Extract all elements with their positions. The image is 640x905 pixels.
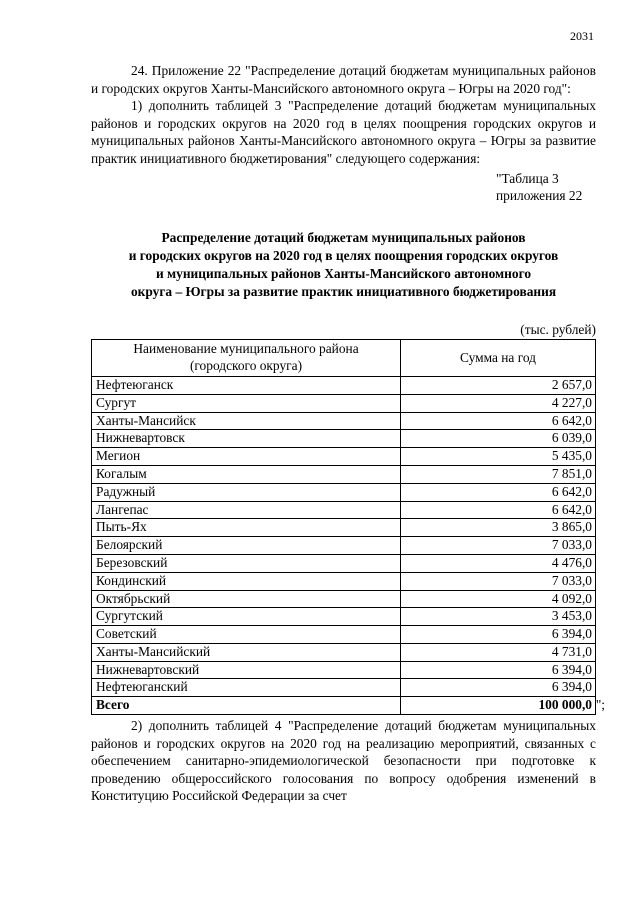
units-label: (тыс. рублей) — [520, 321, 596, 337]
row-name: Ханты-Мансийск — [92, 412, 401, 430]
row-sum: 4 476,0 — [401, 554, 596, 572]
table-title-line4: округа – Югры за развитие практик инициативного бюджетирования — [130, 283, 557, 299]
total-label: Всего — [92, 697, 401, 715]
row-sum: 7 851,0 — [401, 465, 596, 483]
document-body — [91, 62, 605, 805]
table-row — [92, 679, 596, 697]
row-name: Нижневартовский — [92, 661, 401, 679]
row-sum: 7 033,0 — [401, 572, 596, 590]
row-sum: 6 394,0 — [401, 661, 596, 679]
row-name: Лангепас — [92, 501, 401, 519]
item-24-paragraph: 24. Приложение 22 "Распределение дотаций бюджетам муниципальных районов и городских округов Ханты-Мансийского автономного округа – Югры на 2020 год": — [91, 63, 596, 96]
row-sum: 6 394,0 — [401, 679, 596, 697]
row-sum: 4 092,0 — [401, 590, 596, 608]
table-row — [92, 430, 596, 448]
row-name: Белоярский — [92, 537, 401, 555]
table-row — [92, 483, 596, 501]
row-name: Октябрьский — [92, 590, 401, 608]
table-row — [92, 537, 596, 555]
header-name-line1: Наименование муниципального района — [133, 341, 359, 357]
row-sum: 6 642,0 — [401, 483, 596, 501]
row-sum: 3 453,0 — [401, 608, 596, 626]
table-row — [92, 394, 596, 412]
row-name: Когалым — [92, 465, 401, 483]
table-row — [92, 590, 596, 608]
table-reference-line2: приложения 22 — [496, 188, 583, 204]
page-number: 2031 — [570, 29, 594, 43]
row-name: Ханты-Мансийский — [92, 643, 401, 661]
subitem-1-paragraph: 1) дополнить таблицей 3 "Распределение дотаций бюджетам муниципальных районов и городских округов на 2020 год в целях поощрения городских округов и муниципальных районов Ханты-Мансийского автономного округа – Югры за развитие практик инициативного бюджетирования" следующего содержания: — [91, 98, 596, 166]
row-name: Сургутский — [92, 608, 401, 626]
row-name: Кондинский — [92, 572, 401, 590]
table-row — [92, 376, 596, 394]
table-title — [91, 229, 596, 301]
table-title-line2: и городских округов на 2020 год в целях поощрения городских округов — [128, 247, 559, 263]
header-name-line2: (городского округа) — [189, 358, 303, 374]
table-row — [92, 501, 596, 519]
table-body — [92, 376, 605, 714]
table-header-row — [92, 340, 596, 377]
row-name: Пыть-Ях — [92, 519, 401, 537]
table-row — [92, 572, 596, 590]
table-row — [92, 412, 596, 430]
row-name: Нижневартовск — [92, 430, 401, 448]
table-row — [92, 448, 596, 466]
row-sum: 2 657,0 — [401, 376, 596, 394]
table-row — [92, 626, 596, 644]
closing-quote-mark: "; — [595, 697, 605, 713]
allocation-table — [91, 339, 605, 715]
header-name-cell — [92, 340, 401, 377]
row-sum: 4 731,0 — [401, 643, 596, 661]
header-sum-cell: Сумма на год — [401, 340, 596, 377]
table-row — [92, 554, 596, 572]
table-row — [92, 608, 596, 626]
table-title-line3: и муниципальных районов Ханты-Мансийского автономного — [155, 265, 532, 281]
table-row — [92, 643, 596, 661]
row-name: Мегион — [92, 448, 401, 466]
row-name: Советский — [92, 626, 401, 644]
table-reference-line1: "Таблица 3 — [496, 170, 559, 186]
table-reference — [496, 170, 596, 205]
table-title-line1: Распределение дотаций бюджетам муниципальных районов — [161, 229, 526, 245]
row-sum: 5 435,0 — [401, 448, 596, 466]
row-name: Сургут — [92, 394, 401, 412]
row-name: Березовский — [92, 554, 401, 572]
row-sum: 6 642,0 — [401, 412, 596, 430]
row-sum: 7 033,0 — [401, 537, 596, 555]
row-sum: 4 227,0 — [401, 394, 596, 412]
table-row — [92, 661, 596, 679]
row-name: Нефтеюганск — [92, 376, 401, 394]
row-name: Радужный — [92, 483, 401, 501]
row-sum: 6 039,0 — [401, 430, 596, 448]
total-row — [92, 697, 596, 715]
table-row — [92, 519, 596, 537]
row-sum: 6 642,0 — [401, 501, 596, 519]
table-row — [92, 465, 596, 483]
row-sum: 6 394,0 — [401, 626, 596, 644]
row-sum: 3 865,0 — [401, 519, 596, 537]
subitem-2-paragraph: 2) дополнить таблицей 4 "Распределение дотаций бюджетам муниципальных районов и городских округов на 2020 год на реализацию мероприятий, связанных с обеспечением санитарно-эпидемиологической безопасности при подготовке к проведению общероссийского голосования по вопросу одобрения изменений в Конституцию Российской Федерации за счет — [91, 718, 596, 804]
total-sum: 100 000,0 — [538, 697, 592, 713]
row-name: Нефтеюганский — [92, 679, 401, 697]
total-sum-cell — [401, 697, 605, 715]
